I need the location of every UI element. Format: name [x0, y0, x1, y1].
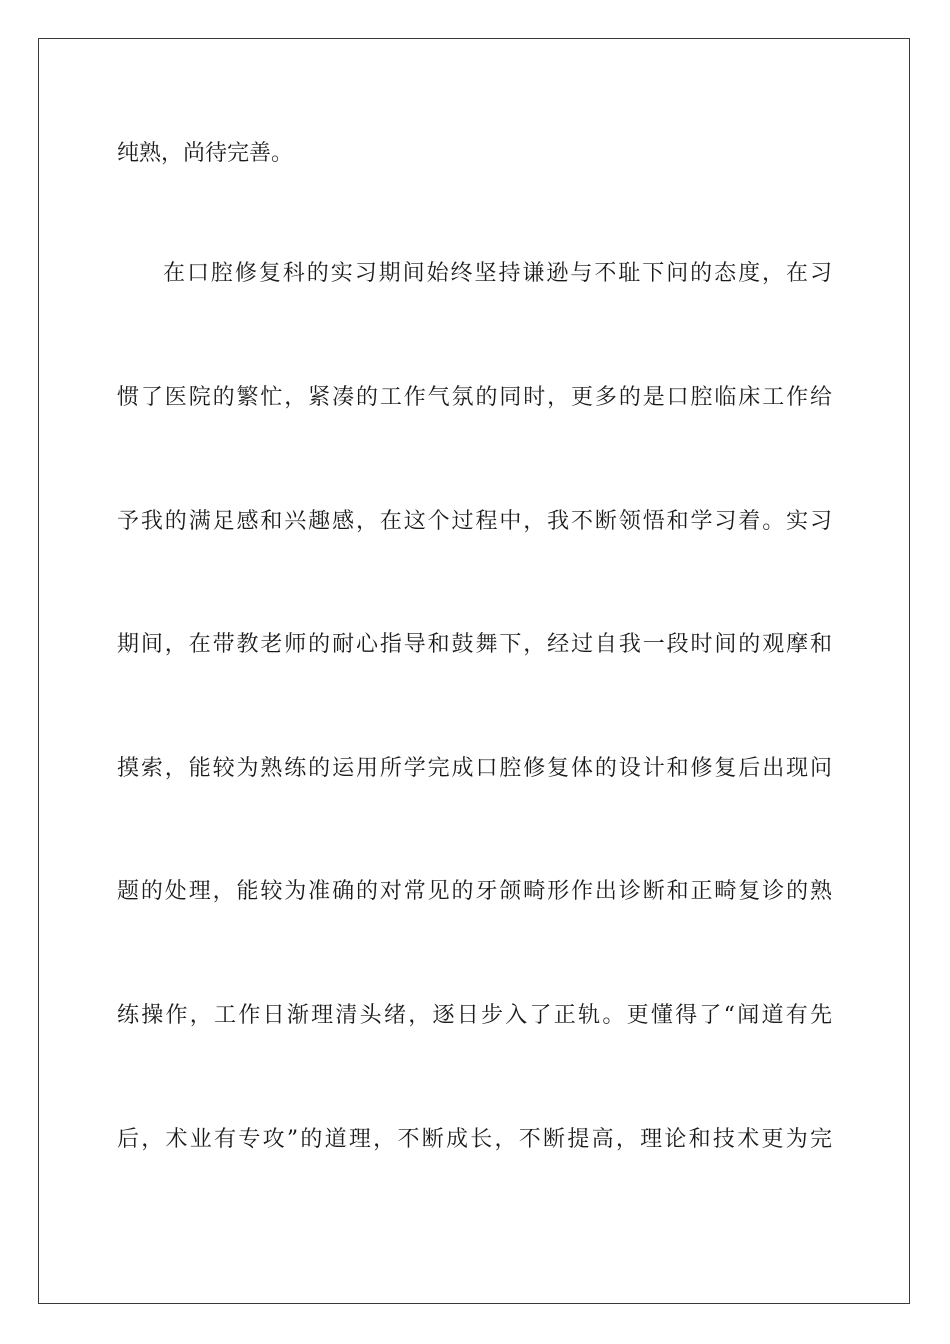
page-border: [38, 38, 910, 1304]
text-line-2: 在口腔修复科的实习期间始终坚持谦逊与不耻下问的态度，在习: [163, 261, 832, 286]
text-line-9: 后，术业有专攻”的道理，不断成长，不断提高，理论和技术更为完: [117, 1127, 832, 1152]
text-line-7: 题的处理，能较为准确的对常见的牙颌畸形作出诊断和正畸复诊的熟: [117, 879, 832, 904]
text-line-4: 予我的满足感和兴趣感，在这个过程中，我不断领悟和学习着。实习: [117, 509, 832, 534]
text-line-3: 惯了医院的繁忙，紧凑的工作气氛的同时，更多的是口腔临床工作给: [117, 385, 832, 410]
text-line-1: 纯熟，尚待完善。: [117, 141, 294, 166]
text-line-6: 摸索，能较为熟练的运用所学完成口腔修复体的设计和修复后出现问: [117, 756, 832, 781]
text-line-8: 练操作，工作日渐理清头绪，逐日步入了正轨。更懂得了“闻道有先: [117, 1003, 832, 1028]
text-line-5: 期间，在带教老师的耐心指导和鼓舞下，经过自我一段时间的观摩和: [117, 632, 832, 657]
